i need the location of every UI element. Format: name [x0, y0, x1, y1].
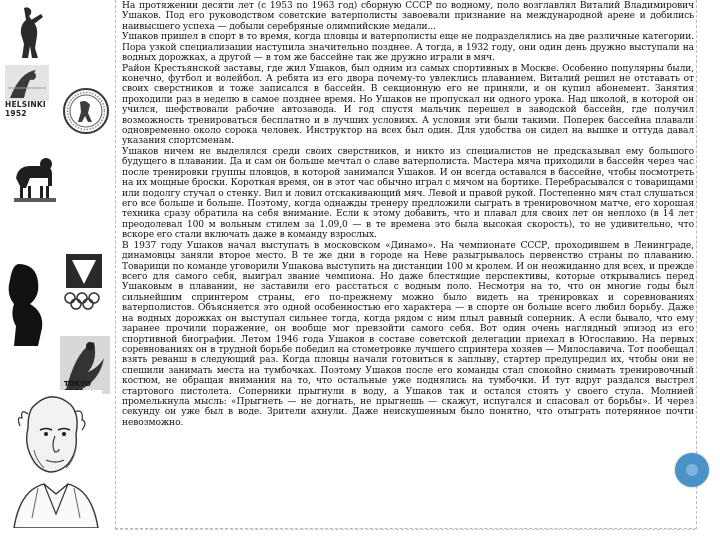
paragraph: Ушаков пришел в спорт в то время, когда пловцы и ватерполисты еще не подразделялись на две различные категории. Пора узкой специализации наступила значительно позднее. А тогда, в 1932 году, они один день дружно выступали на водных дорожках, а другой — в том же бассейне так же дружно играли в мяч. [122, 32, 694, 64]
side-image-column [0, 0, 112, 540]
paragraph: Ушаков ничем не выделялся среди своих сверстников, и никто из специалистов не предсказывал ему большого будущего в плавании. Да и сам он больше мечтал о славе ватерполиста. Мастера мяча приходили в бассейн через час после тренировки группы пловцов, в которой занимался Ушаков. И он всегда оставался в бассейне, чтобы посмотреть на их мощные броски. Короткая время, он в этот час обычно играл с мячом на бортике. Перебрасывался с товарищами или подолгу стучал о стенку. Вил и ловил отскакивающий мяч. Левой и правой рукой. Постепенно мяч стал слушаться его все больше и больше. Поэтому, когда однажды тренеру предложили сыграть в тренировочном матче, его хорошая техника сразу обратила на себя внимание. Если к этому добавить, что и плавал для своих лет он неплохо (в 14 лет преодолевал 100 м вольным стилем за 1.09,0 — в те времена это была высокая скорость), то не удивительно, что вскоре его стали включать даже в команду взрослых. [122, 146, 694, 241]
article-text [122, 1, 694, 527]
page-navigation-button[interactable] [675, 453, 709, 487]
page-bottom-border [115, 529, 695, 531]
helsinki-caption: HELSINKI 1952 [5, 100, 46, 118]
statue-image [4, 4, 50, 60]
lion-statue-image [6, 150, 60, 210]
helsinki-poster-image [4, 64, 50, 118]
paragraph: Район Крестьянской заставы, где жил Ушаков, был одним из самых спортивных в Москве. Особенно популярны были, конечно, футбол и волейбол. А ребята из его двора почему-то увлеклись плаванием. Виталий решил не отставать от своих сверстников и тоже записался в бассейн. В секционную его не приняли, и он купил абонемент. Занятия проходили раз в неделю в самое позднее время. Но Ушаков не пропускал ни одного урока. Над школой, в которой он учился, шефствовали рабочие автозавода. И год спустя мальчик перешел в заводской бассейн, где получил возможность тренироваться бесплатно и в лучших условиях. А условия эти были такими. Поперек бассейна плавали одновременно около сорока человек. Инструктор на всех был один. Для удобства он сидел на вышке и оттуда давал указания спортсменам. [122, 63, 694, 147]
tokyo-caption: TOKYO [64, 380, 91, 388]
medal-image [62, 86, 110, 136]
olympic-emblem-image [60, 250, 110, 330]
paragraph: В 1937 году Ушаков начал выступать в московском «Динамо». На чемпионате СССР, проходившем в Ленинграде, динамовцы заняли второе место. В те же дни в городе на Неве разыгрывалось первенство страны по плаванию. Товарищи по команде уговорили Ушакова выступить на дистанции 100 м кролем. И он неожиданно для всех, и прежде всего для самого себя, выиграл звание чемпиона. Но даже блестящие перспективы, которые открывались перед Ушаковым в плавании, не заставили его расстаться с водным поло. Несмотря на то, что он многие годы был сильнейшим спринтером страны, его по-прежнему можно было видеть на тренировках и соревнованиях ватерполистов. Объясняется это одной особенностью его характера — в спорте он больше всего любил борьбу. Даже на водных дорожках он выступал сильнее тогда, когда рядом с ним плыл равный соперник. А если бывало, что ему заранее прочили поражение, он вообще мог превзойти самого себя. Вот один очень наглядный эпизод из его спортивной биографии. Летом 1946 года Ушаков в составе советской делегации приехал в Югославию. На первых соревнованиях он в трудной борьбе победил на стометровке лучшего спринтера хозяев — Милославича. Тот пообещал взять реванш в следующий раз. Когда пловцы начали готовиться к заплыву, стартер предупредил их, чтобы они не спешили занимать места на тумбочках. Поэтому Ушаков после его команды стал спокойно снимать тренировочный костюм, не обращая внимания на то, что остальные уже поднялись на тумбочки. И тут вдруг раздался выстрел стартового пистолета. Соперники прыгнули в воду, а Ушаков так и остался стоять у своего стула. Молнией промелькнула мысль: «Прыгнеть — не догнать, не прыгнешь — скажут, испугался и спасовал от борьбы». И через секунду он уже был в воде. Зрители ахнули. Даже неискушенным было понятно, что отыграть потерянное почти невозможно. [122, 240, 694, 428]
portrait-sketch-image [4, 390, 102, 528]
abstract-figure-image [4, 262, 56, 348]
paragraph: На протяжении десяти лет (с 1953 по 1963 год) сборную СССР по водному, поло возглавлял Виталий Владимирович Ушаков. Под его руководством советские ватерполисты завоевали признание на международной арене и добились наивысшего успеха — добыли серебряные олимпийские медали... [122, 1, 694, 32]
